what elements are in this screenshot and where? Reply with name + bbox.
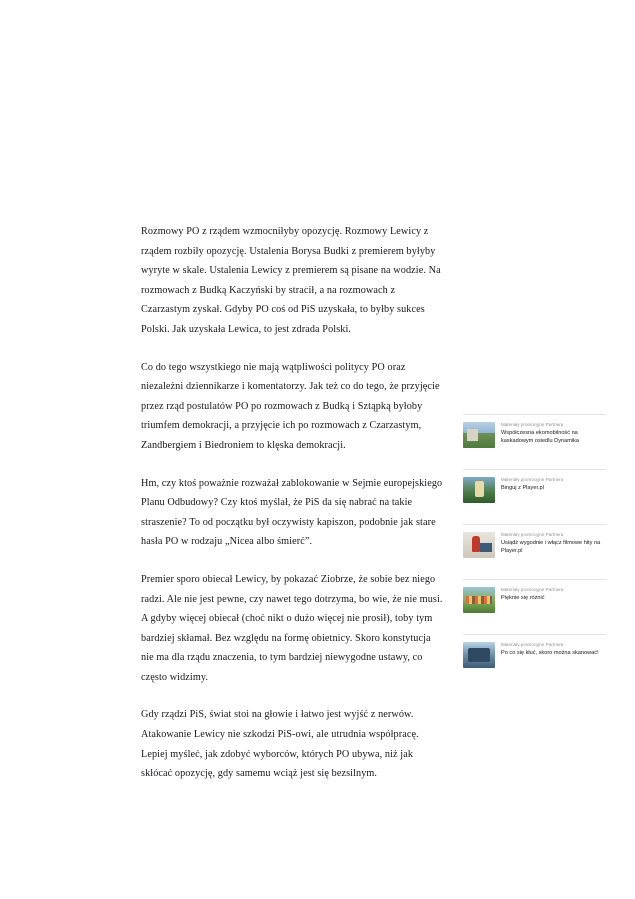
list-item[interactable] [463,580,606,635]
list-item[interactable] [463,635,606,689]
promo-title[interactable]: Współczesna ekomobilność na kaskadowym osiedlu Dynamika [501,430,580,444]
promo-kicker: Materiały promocyjne Partnera [501,642,564,647]
promo-title[interactable]: Binguj z Player.pl [501,485,544,491]
promo-text [501,477,606,493]
promo-title[interactable]: Pięknie się różnić [501,595,545,601]
promo-kicker: Materiały promocyjne Partnera [501,587,564,592]
promo-thumbnail-icon [463,642,495,668]
promo-kicker: Materiały promocyjne Partnera [501,532,564,537]
promo-thumbnail-icon [463,477,495,503]
article-paragraph: Rozmowy PO z rządem wzmocniłyby opozycję. Rozmowy Lewicy z rządem rozbiły opozycję. Ustalenia Borysa Budki z premierem byłyby wyryte w skale. Ustalenia Lewicy z premierem są pisane na wodzie. Na rozmowach z Budką Kaczyński by stracił, a na rozmowach z Czarzastym zyskał. Gdyby PO coś od PiS uzyskała, to byłby sukces Polski. Jak uzyskała Lewica, to jest zdrada Polski. [141,226,441,335]
promo-kicker: Materiały promocyjne Partnera [501,422,564,427]
sponsored-content-sidebar [463,414,606,689]
article-paragraph: Co do tego wszystkiego nie mają wątpliwości politycy PO oraz niezależni dziennikarze i komentatorzy. Jak też co do tego, że przyjęcie przez rząd postulatów PO po rozmowach z Budką i Sztąpką byłoby triumfem demokracji, a przyjęcie ich po rozmowach z Czarzastym, Zandbergiem i Biedroniem to klęska demokracji. [141,361,440,451]
list-item[interactable] [463,525,606,580]
promo-thumbnail-icon [463,422,495,448]
promo-text [501,587,606,603]
promo-text [501,532,606,555]
promo-thumbnail-icon [463,532,495,558]
promo-title[interactable]: Usiądź wygodnie i włącz filmowe hity na Player.pl [501,540,601,554]
list-item[interactable] [463,470,606,525]
article-paragraph: Hm, czy ktoś poważnie rozważał zablokowanie w Sejmie europejskiego Planu Odbudowy? Czy ktoś myślał, że PiS da się nabrać na takie straszenie? To od początku był oczywisty kapiszon, podobnie jak stare hasła PO w rodzaju „Nicea albo śmierć”. [141,477,443,548]
article-paragraph: Premier sporo obiecał Lewicy, by pokazać Ziobrze, że sobie bez niego radzi. Ale nie jest pewne, czy nawet tego dotrzyma, bo wie, że nie musi. A gdyby więcej obiecał (choć nikt o dużo więcej nie prosił), toby tym bardziej skłamał. Bez względu na formę obietnicy. Skoro konstytucja nie ma dla rządu znaczenia, to tym bardziej niewygodne ustawy, co często widzimy. [141,573,443,683]
article-body [141,222,443,784]
list-item[interactable] [463,414,606,470]
promo-text [501,642,606,658]
promo-kicker: Materiały promocyjne Partnera [501,477,564,482]
promo-thumbnail-icon [463,587,495,613]
article-paragraph: Gdy rządzi PiS, świat stoi na głowie i łatwo jest wyjść z nerwów. Atakowanie Lewicy nie szkodzi PiS-owi, ale utrudnia współpracę. Lepiej myśleć, jak zdobyć wyborców, których PO ubywa, niż jak skłócać opozycję, gdy samemu wciąż jest się bezsilnym. [141,709,419,780]
promo-title[interactable]: Po co się kłuć, skoro można skanować! [501,650,599,656]
promo-text [501,422,606,445]
